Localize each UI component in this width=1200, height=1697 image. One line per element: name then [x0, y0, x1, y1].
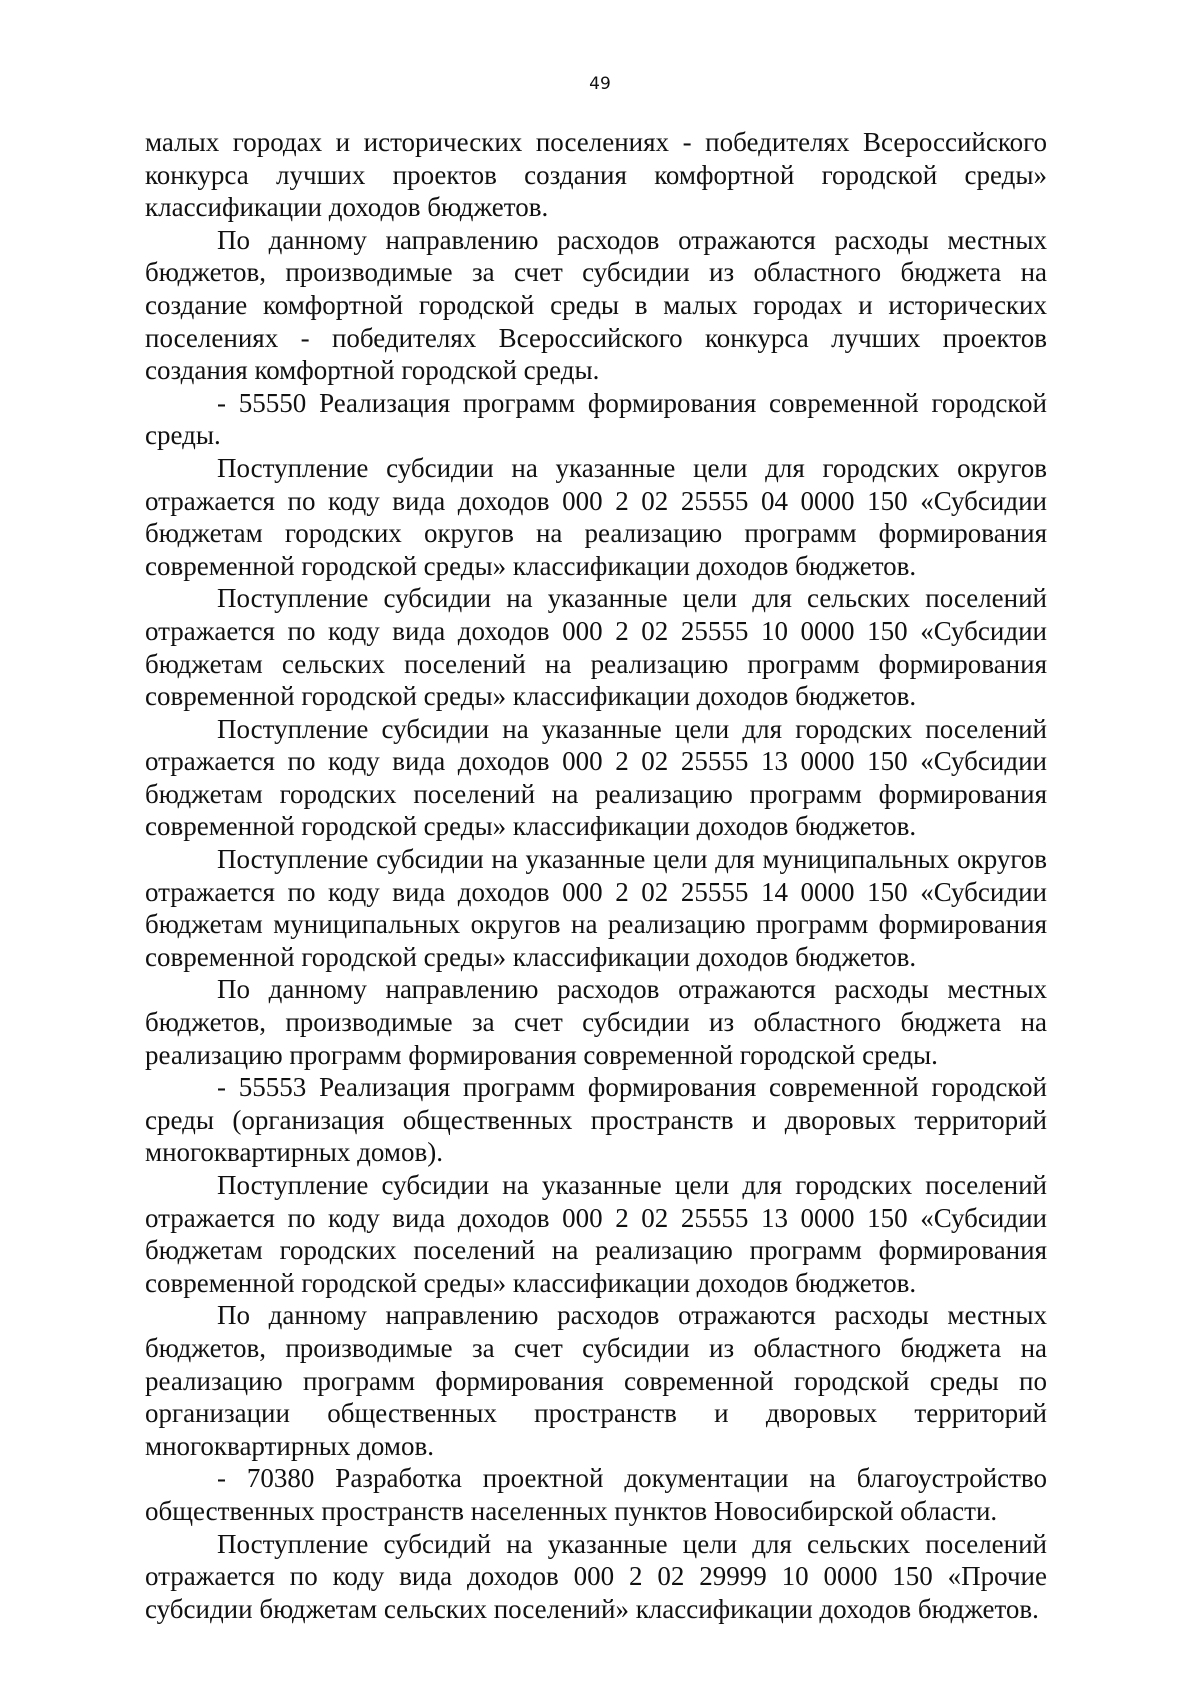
- section-heading-70380: - 70380 Разработка проектной документации на благоустройство общественных пространств населенных пунктов Новосибирской области.: [145, 1463, 1047, 1526]
- paragraph: Поступление субсидии на указанные цели для городских поселений отражается по коду вида доходов 000 2 02 25555 13 0000 150 «Субсидии бюджетам городских поселений на реализацию программ формирования современной городской среды» классификации доходов бюджетов.: [145, 713, 1047, 842]
- paragraph: Поступление субсидий на указанные цели для сельских поселений отражается по коду вида доходов 000 2 02 29999 10 0000 150 «Прочие субсидии бюджетам сельских поселений» классификации доходов бюджетов.: [145, 1528, 1047, 1624]
- paragraph: Поступление субсидии на указанные цели для сельских поселений отражается по коду вида доходов 000 2 02 25555 10 0000 150 «Субсидии бюджетам сельских поселений на реализацию программ формирования современной городской среды» классификации доходов бюджетов.: [145, 583, 1047, 712]
- document-body: [145, 126, 1047, 1625]
- paragraph: По данному направлению расходов отражаются расходы местных бюджетов, производимые за счет субсидии из областного бюджета на реализацию программ формирования современной городской среды по организации общественных пространств и дворовых территорий многоквартирных домов.: [145, 1300, 1047, 1461]
- paragraph: Поступление субсидии на указанные цели для муниципальных округов отражается по коду вида доходов 000 2 02 25555 14 0000 150 «Субсидии бюджетам муниципальных округов на реализацию программ формирования современной городской среды» классификации доходов бюджетов.: [145, 844, 1047, 972]
- paragraph: По данному направлению расходов отражаются расходы местных бюджетов, производимые за счет субсидии из областного бюджета на создание комфортной городской среды в малых городах и исторических поселениях - победителях Всероссийского конкурса лучших проектов создания комфортной городской среды.: [145, 224, 1047, 386]
- paragraph: Поступление субсидии на указанные цели для городских поселений отражается по коду вида доходов 000 2 02 25555 13 0000 150 «Субсидии бюджетам городских поселений на реализацию программ формирования современной городской среды» классификации доходов бюджетов.: [145, 1170, 1047, 1298]
- paragraph: малых городах и исторических поселениях - победителях Всероссийского конкурса лучших проектов создания комфортной городской среды» классификации доходов бюджетов.: [145, 127, 1047, 223]
- page-number: 49: [589, 74, 611, 94]
- paragraph: По данному направлению расходов отражаются расходы местных бюджетов, производимые за счет субсидии из областного бюджета на реализацию программ формирования современной городской среды.: [145, 974, 1047, 1070]
- section-heading-55553: - 55553 Реализация программ формирования современной городской среды (организация общественных пространств и дворовых территорий многоквартирных домов).: [145, 1072, 1047, 1168]
- section-heading-55550: - 55550 Реализация программ формирования современной городской среды.: [145, 387, 1047, 451]
- paragraph: Поступление субсидии на указанные цели для городских округов отражается по коду вида доходов 000 2 02 25555 04 0000 150 «Субсидии бюджетам городских округов на реализацию программ формирования современной городской среды» классификации доходов бюджетов.: [145, 452, 1047, 581]
